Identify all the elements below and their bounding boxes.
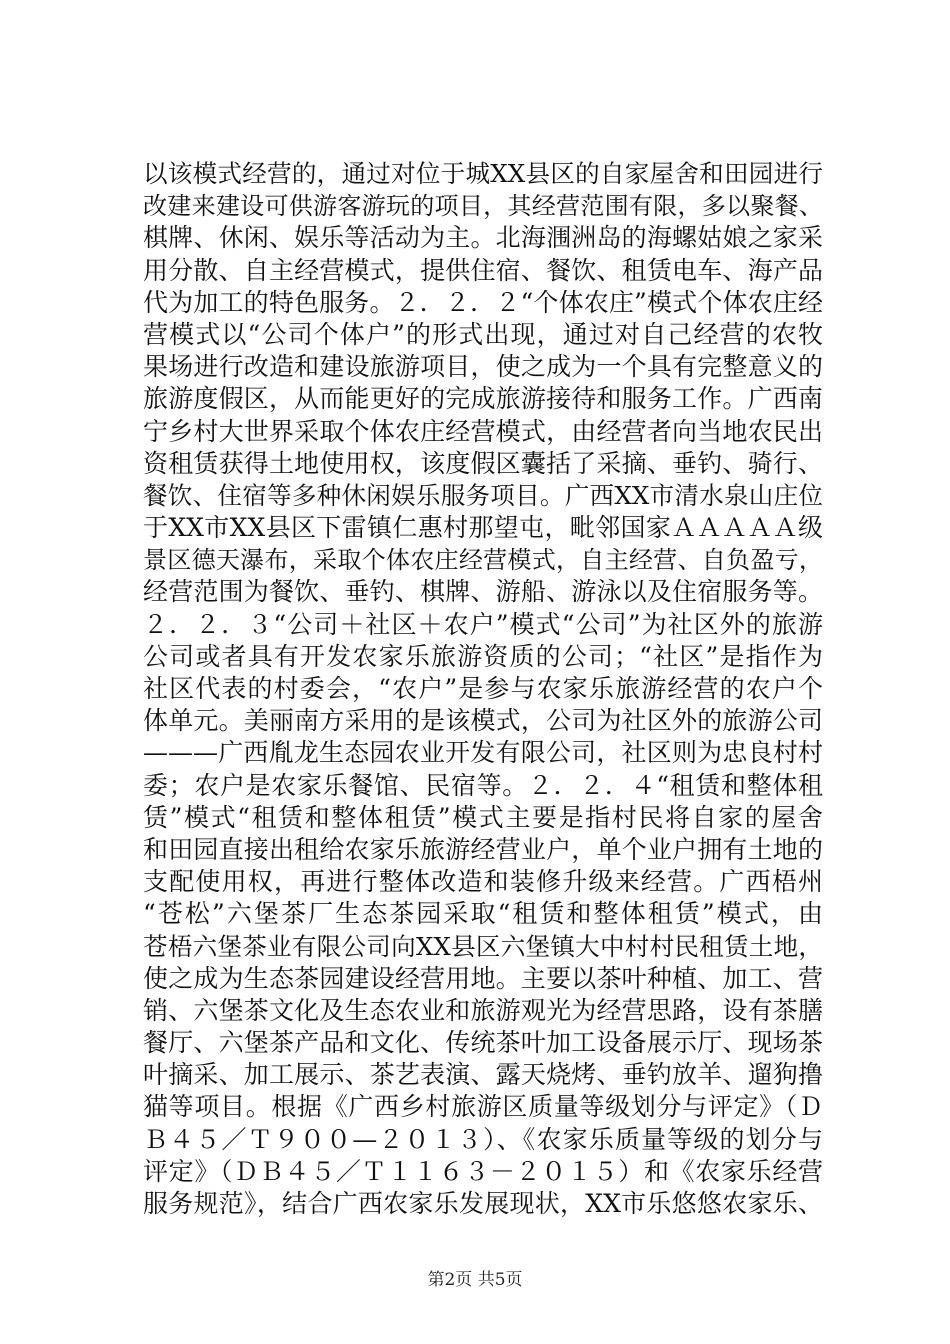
text-line: 于XX市XX县区下雷镇仁惠村那望屯，毗邻国家ＡＡＡＡＡ级	[143, 513, 823, 543]
text-line: 体单元。美丽南方采用的是该模式，公司为社区外的旅游公司	[143, 706, 823, 736]
text-line: ———广西胤龙生态园农业开发有限公司，社区则为忠良村村	[143, 738, 823, 768]
text-line: 棋牌、休闲、娱乐等活动为主。北海涠洲岛的海螺姑娘之家采	[143, 223, 823, 253]
text-line: 宁乡村大世界采取个体农庄经营模式，由经营者向当地农民出	[143, 416, 823, 446]
text-line: 社区代表的村委会，“农户”是参与农家乐旅游经营的农户个	[143, 674, 823, 703]
text-line: 营模式以“公司个体户”的形式出现，通过对自己经营的农牧	[143, 319, 823, 349]
text-line: 餐饮、住宿等多种休闲娱乐服务项目。广西XX市清水泉山庄位	[143, 480, 823, 510]
text-line: ２．２．３“公司＋社区＋农户”模式“公司”为社区外的旅游	[143, 609, 823, 639]
text-line: 果场进行改造和建设旅游项目，使之成为一个具有完整意义的	[143, 352, 823, 382]
text-line: 评定》（ＤＢ４５／Ｔ１１６３－２０１５）和《农家乐经营	[143, 1156, 823, 1186]
text-line: 旅游度假区，从而能更好的完成旅游接待和服务工作。广西南	[143, 384, 823, 414]
text-line: 委；农户是农家乐餐馆、民宿等。２．２．４“租赁和整体租	[143, 770, 823, 800]
page-footer: 第2页 共5页	[427, 1270, 523, 1290]
text-line: 使之成为生态茶园建设经营用地。主要以茶叶种植、加工、营	[143, 963, 823, 993]
text-line: 服务规范》，结合广西农家乐发展现状，XX市乐悠悠农家乐、	[143, 1189, 823, 1218]
text-line: 销、六堡茶文化及生态农业和旅游观光为经营思路，设有茶膳	[143, 995, 823, 1025]
text-line: 经营范围为餐饮、垂钓、棋牌、游船、游泳以及住宿服务等。	[143, 577, 823, 607]
text-line: 以该模式经营的，通过对位于城XX县区的自家屋舍和田园进行	[143, 159, 823, 188]
text-line: “苍松”六堡茶厂生态茶园采取“租赁和整体租赁”模式，由	[143, 899, 823, 929]
text-line: 苍梧六堡茶业有限公司向XX县区六堡镇大中村村民租赁土地，	[143, 931, 823, 961]
text-line: 公司或者具有开发农家乐旅游资质的公司；“社区”是指作为	[143, 641, 823, 671]
text-line: 猫等项目。根据《广西乡村旅游区质量等级划分与评定》（Ｄ	[143, 1092, 823, 1122]
text-line: 餐厅、六堡茶产品和文化、传统茶叶加工设备展示厅、现场茶	[143, 1028, 823, 1058]
text-line: 景区德天瀑布，采取个体农庄经营模式，自主经营、自负盈亏，	[143, 546, 823, 575]
text-line: Ｂ４５／Ｔ９００—２０１３）、《农家乐质量等级的划分与	[143, 1124, 823, 1154]
text-line: 支配使用权，再进行整体改造和装修升级来经营。广西梧州	[143, 867, 823, 897]
text-line: 和田园直接出租给农家乐旅游经营业户，单个业户拥有土地的	[143, 834, 823, 864]
text-line: 叶摘采、加工展示、茶艺表演、露天烧烤、垂钓放羊、遛狗撸	[143, 1060, 823, 1090]
text-line: 改建来建设可供游客游玩的项目，其经营范围有限，多以聚餐、	[143, 192, 823, 221]
text-line: 用分散、自主经营模式，提供住宿、餐饮、租赁电车、海产品	[143, 255, 823, 285]
text-line: 代为加工的特色服务。２．２．２“个体农庄”模式个体农庄经	[143, 287, 823, 317]
text-line: 赁”模式“租赁和整体租赁”模式主要是指村民将自家的屋舍	[143, 802, 823, 832]
text-line: 资租赁获得土地使用权，该度假区囊括了采摘、垂钓、骑行、	[143, 448, 823, 478]
body-paragraph	[143, 158, 823, 1220]
